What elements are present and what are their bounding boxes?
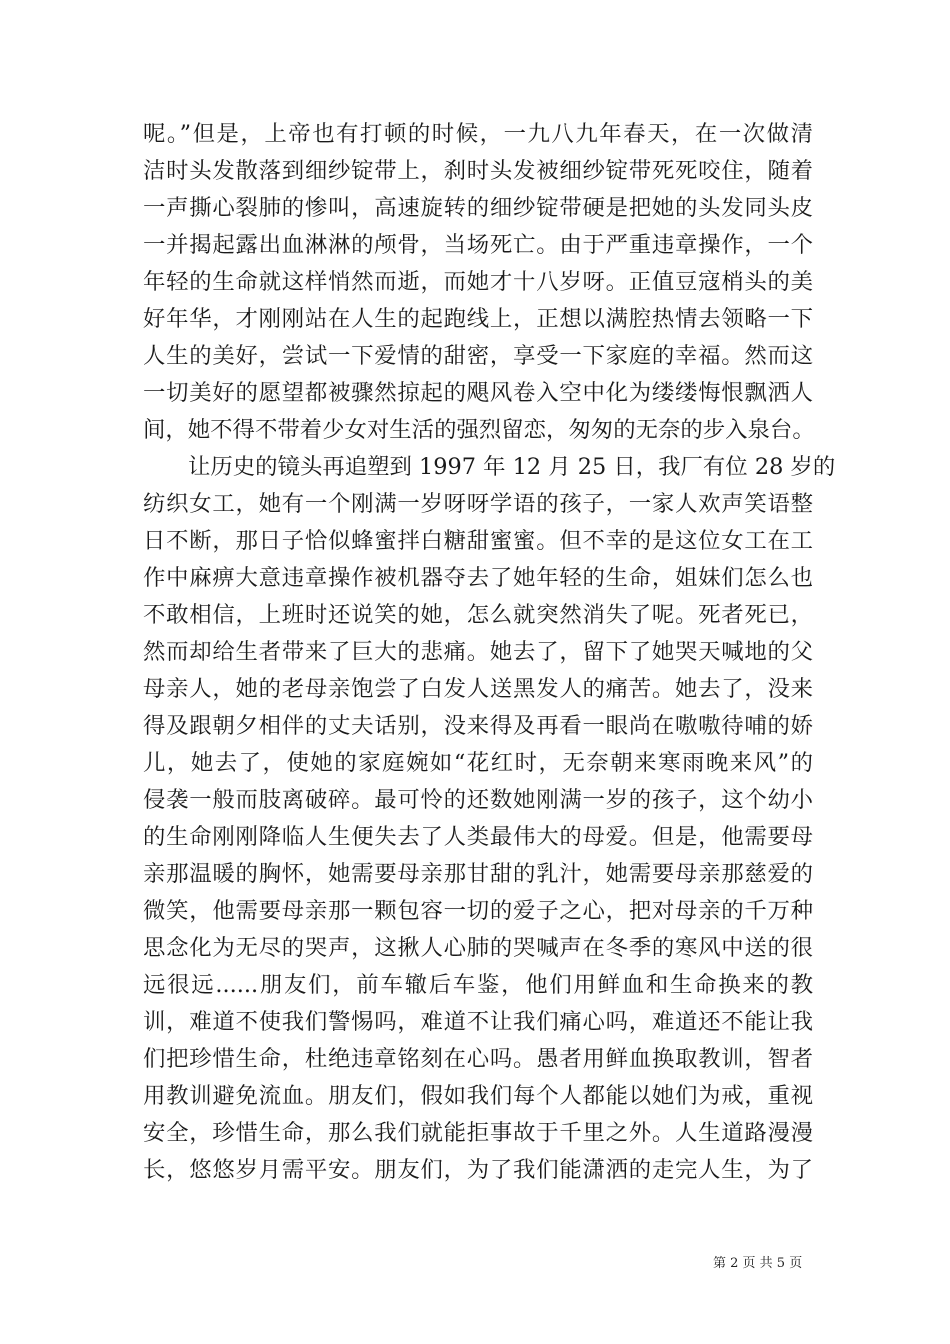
text-line: 侵袭一般而肢离破碎。最可怜的还数她刚满一岁的孩子，这个幼小 [143,787,813,813]
text-line: 年轻的生命就这样悄然而逝，而她才十八岁呀。正值豆寇梢头的美 [143,269,813,295]
text-line: 们把珍惜生命，杜绝违章铭刻在心吗。愚者用鲜血换取教训，智者 [143,1046,813,1072]
text-line: 得及跟朝夕相伴的丈夫话别，没来得及再看一眼尚在嗷嗷待哺的娇 [143,713,813,739]
text-line: 母亲人，她的老母亲饱尝了白发人送黑发人的痛苦。她去了，没来 [143,676,813,702]
body-text [143,116,836,1189]
paragraph [143,116,813,449]
text-line: 间，她不得不带着少女对生活的强烈留恋，匆匆的无奈的步入泉台。 [143,417,815,443]
text-line: 好年华，才刚刚站在人生的起跑线上，正想以满腔热情去领略一下 [143,306,813,332]
text-line: 远很远......朋友们，前车辙后车鉴，他们用鲜血和生命换来的教 [143,972,813,998]
text-line: 思念化为无尽的哭声，这揪人心肺的哭喊声在冬季的寒风中送的很 [143,935,813,961]
text-line: 呢。”但是，上帝也有打顿的时候，一九八九年春天，在一次做清 [143,121,813,147]
text-line: 纺织女工，她有一个刚满一岁呀呀学语的孩子，一家人欢声笑语整 [143,491,813,517]
text-line: 人生的美好，尝试一下爱情的甜密，享受一下家庭的幸福。然而这 [143,343,813,369]
text-line: 日不断，那日子恰似蜂蜜拌白糖甜蜜蜜。但不幸的是这位女工在工 [143,528,813,554]
text-line: 洁时头发散落到细纱锭带上，刹时头发被细纱锭带死死咬住，随着 [143,158,813,184]
text-line: 长，悠悠岁月需平安。朋友们，为了我们能潇洒的走完人生，为了 [143,1157,813,1183]
text-line: 让历史的镜头再追塑到 1997 年 12 月 25 日，我厂有位 28 岁的 [188,454,836,480]
text-line: 微笑，他需要母亲那一颗包容一切的爱子之心，把对母亲的千万种 [143,898,813,924]
text-line: 用教训避免流血。朋友们，假如我们每个人都能以她们为戒，重视 [143,1083,813,1109]
text-line: 训，难道不使我们警惕吗，难道不让我们痛心吗，难道还不能让我 [143,1009,813,1035]
text-line: 一并揭起露出血淋淋的颅骨，当场死亡。由于严重违章操作，一个 [143,232,813,258]
text-line: 亲那温暖的胸怀，她需要母亲那甘甜的乳汁，她需要母亲那慈爱的 [143,861,813,887]
text-line: 的生命刚刚降临人生便失去了人类最伟大的母爱。但是，他需要母 [143,824,813,850]
page-number-footer: 第 2 页 共 5 页 [713,1256,803,1271]
paragraph [143,449,836,1189]
text-line: 儿，她去了，使她的家庭婉如“花红时，无奈朝来寒雨晚来风”的 [143,750,813,776]
text-line: 然而却给生者带来了巨大的悲痛。她去了，留下了她哭天喊地的父 [143,639,813,665]
text-line: 一切美好的愿望都被骤然掠起的飓风卷入空中化为缕缕悔恨飘洒人 [143,380,813,406]
text-line: 一声撕心裂肺的惨叫，高速旋转的细纱锭带硬是把她的头发同头皮 [143,195,813,221]
text-line: 不敢相信，上班时还说笑的她，怎么就突然消失了呢。死者死已， [143,602,813,628]
text-line: 安全，珍惜生命，那么我们就能拒事故于千里之外。人生道路漫漫 [143,1120,813,1146]
text-line: 作中麻痹大意违章操作被机器夺去了她年轻的生命，姐妹们怎么也 [143,565,813,591]
